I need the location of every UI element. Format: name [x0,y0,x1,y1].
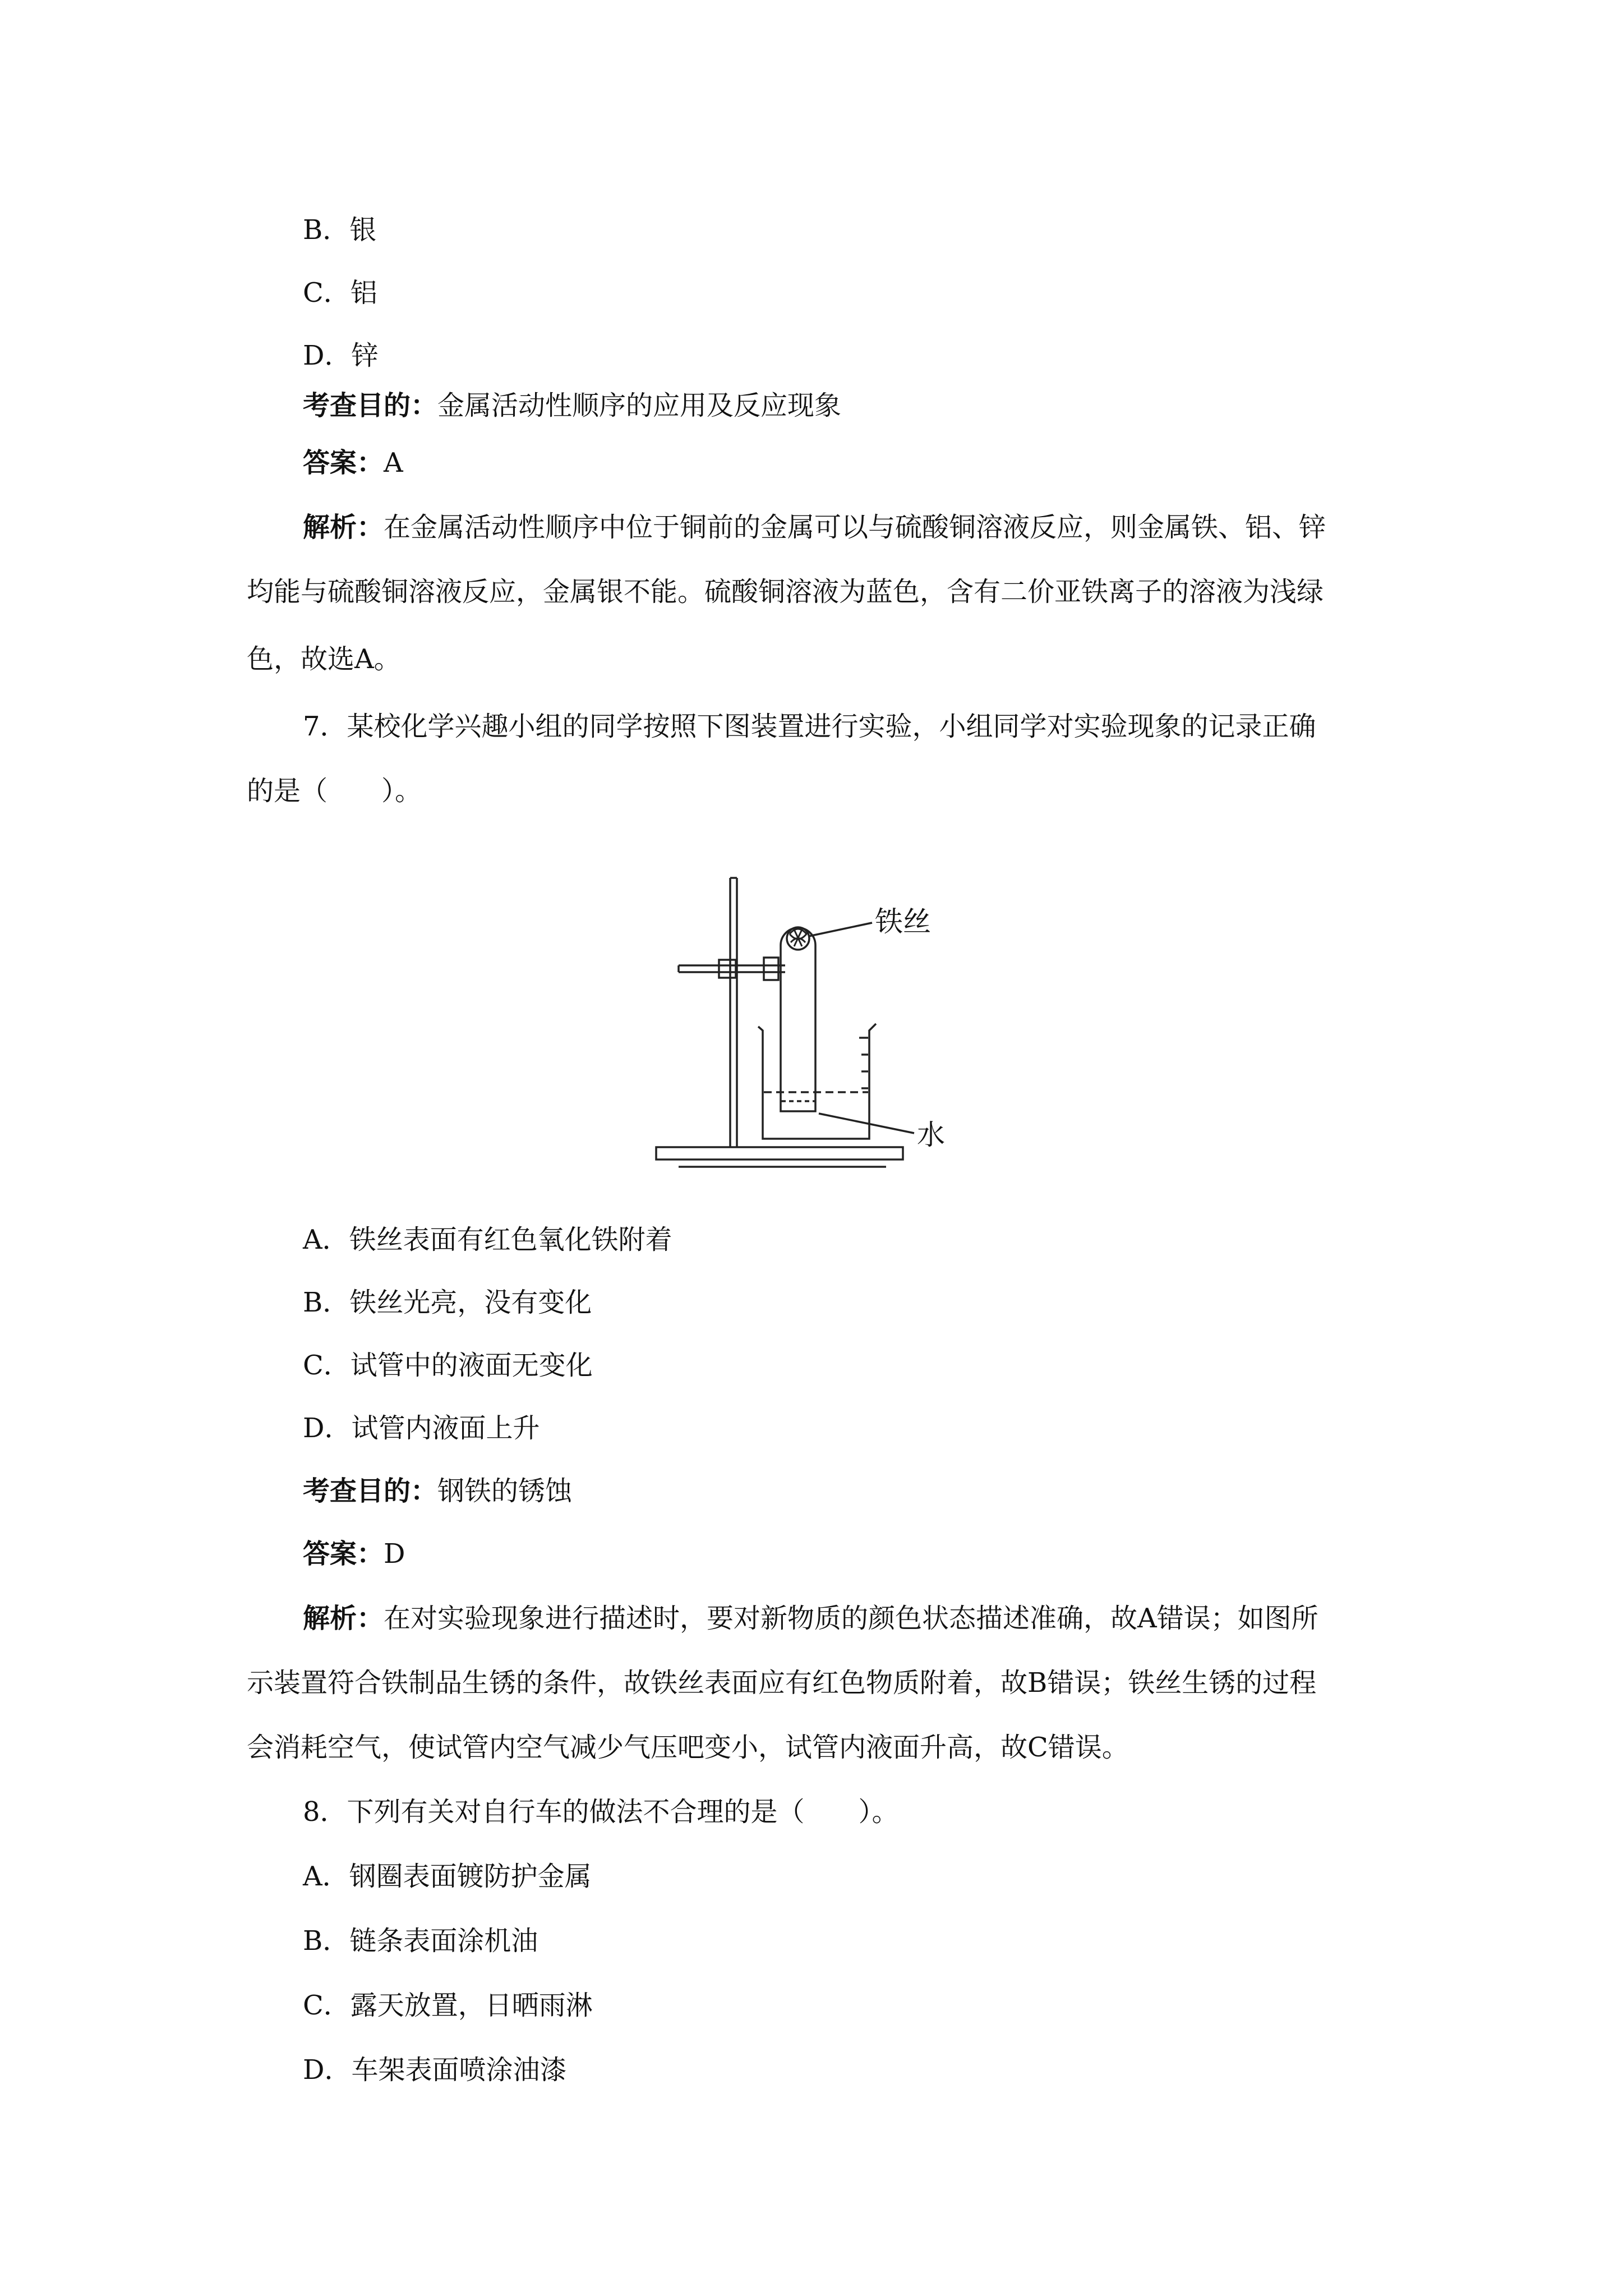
q6-analysis-line-1 [303,510,1326,544]
q7-option-d: D．试管内液面上升 [303,1412,540,1444]
answer-label: 答案： [303,1538,384,1570]
q6-option-c: C．铝 [303,277,377,309]
label-water: 水 [917,1119,945,1151]
stand-base [656,1147,903,1159]
analysis-label: 解析： [303,512,384,543]
q7-option-b: B．铁丝光亮，没有变化 [303,1287,592,1318]
answer-text: D [384,1538,405,1570]
q7-analysis-line-3: 会消耗空气，使试管内空气减少气压吧变小，试管内液面升高，故C错误。 [247,1732,1129,1763]
experiment-apparatus-figure [651,861,987,1181]
q8-stem: 8．下列有关对自行车的做法不合理的是（ ）。 [303,1796,899,1828]
analysis-text: 在金属活动性顺序中位于铜前的金属可以与硫酸铜溶液反应，则金属铁、铝、锌 [384,512,1326,543]
q6-answer [303,446,403,480]
test-tube [781,928,815,1111]
water-label-leader [819,1114,914,1133]
q7-answer [303,1537,405,1571]
purpose-text: 金属活动性顺序的应用及反应现象 [437,390,842,421]
q8-option-a: A．钢圈表面镀防护金属 [303,1861,592,1892]
analysis-label: 解析： [303,1603,384,1634]
q6-analysis-line-2: 均能与硫酸铜溶液反应，金属银不能。硫酸铜溶液为蓝色，含有二价亚铁离子的溶液为浅绿 [247,576,1324,608]
q7-analysis-line-2: 示装置符合铁制品生锈的条件，故铁丝表面应有红色物质附着，故B错误；铁丝生锈的过程 [247,1667,1317,1699]
q8-option-c: C．露天放置，日晒雨淋 [303,1990,593,2021]
purpose-text: 钢铁的锈蚀 [437,1475,573,1507]
q6-analysis-line-3: 色，故选A。 [247,643,401,675]
q7-purpose [303,1474,572,1508]
answer-label: 答案： [303,447,384,478]
q7-stem-line-2: 的是（ ）。 [247,775,422,807]
analysis-text: 在对实验现象进行描述时，要对新物质的颜色状态描述准确，故A错误；如图所 [384,1603,1318,1634]
q7-analysis-line-1 [303,1602,1318,1635]
q7-option-a: A．铁丝表面有红色氧化铁附着 [303,1224,672,1255]
clamp-knob [719,960,736,978]
q8-option-d: D．车架表面喷涂油漆 [303,2054,567,2086]
clamp-jaw [764,958,778,980]
q8-option-b: B．链条表面涂机油 [303,1925,538,1957]
q7-stem-line-1: 7．某校化学兴趣小组的同学按照下图装置进行实验，小组同学对实验现象的记录正确 [303,711,1316,742]
purpose-label: 考查目的： [303,390,438,421]
wire-label-leader [809,923,872,936]
q7-option-c: C．试管中的液面无变化 [303,1350,593,1381]
answer-text: A [384,447,403,478]
purpose-label: 考查目的： [303,1475,438,1507]
q6-option-d: D．锌 [303,340,379,371]
q6-option-b: B．银 [303,214,377,246]
q6-purpose [303,389,841,422]
label-iron-wire: 铁丝 [875,905,931,938]
